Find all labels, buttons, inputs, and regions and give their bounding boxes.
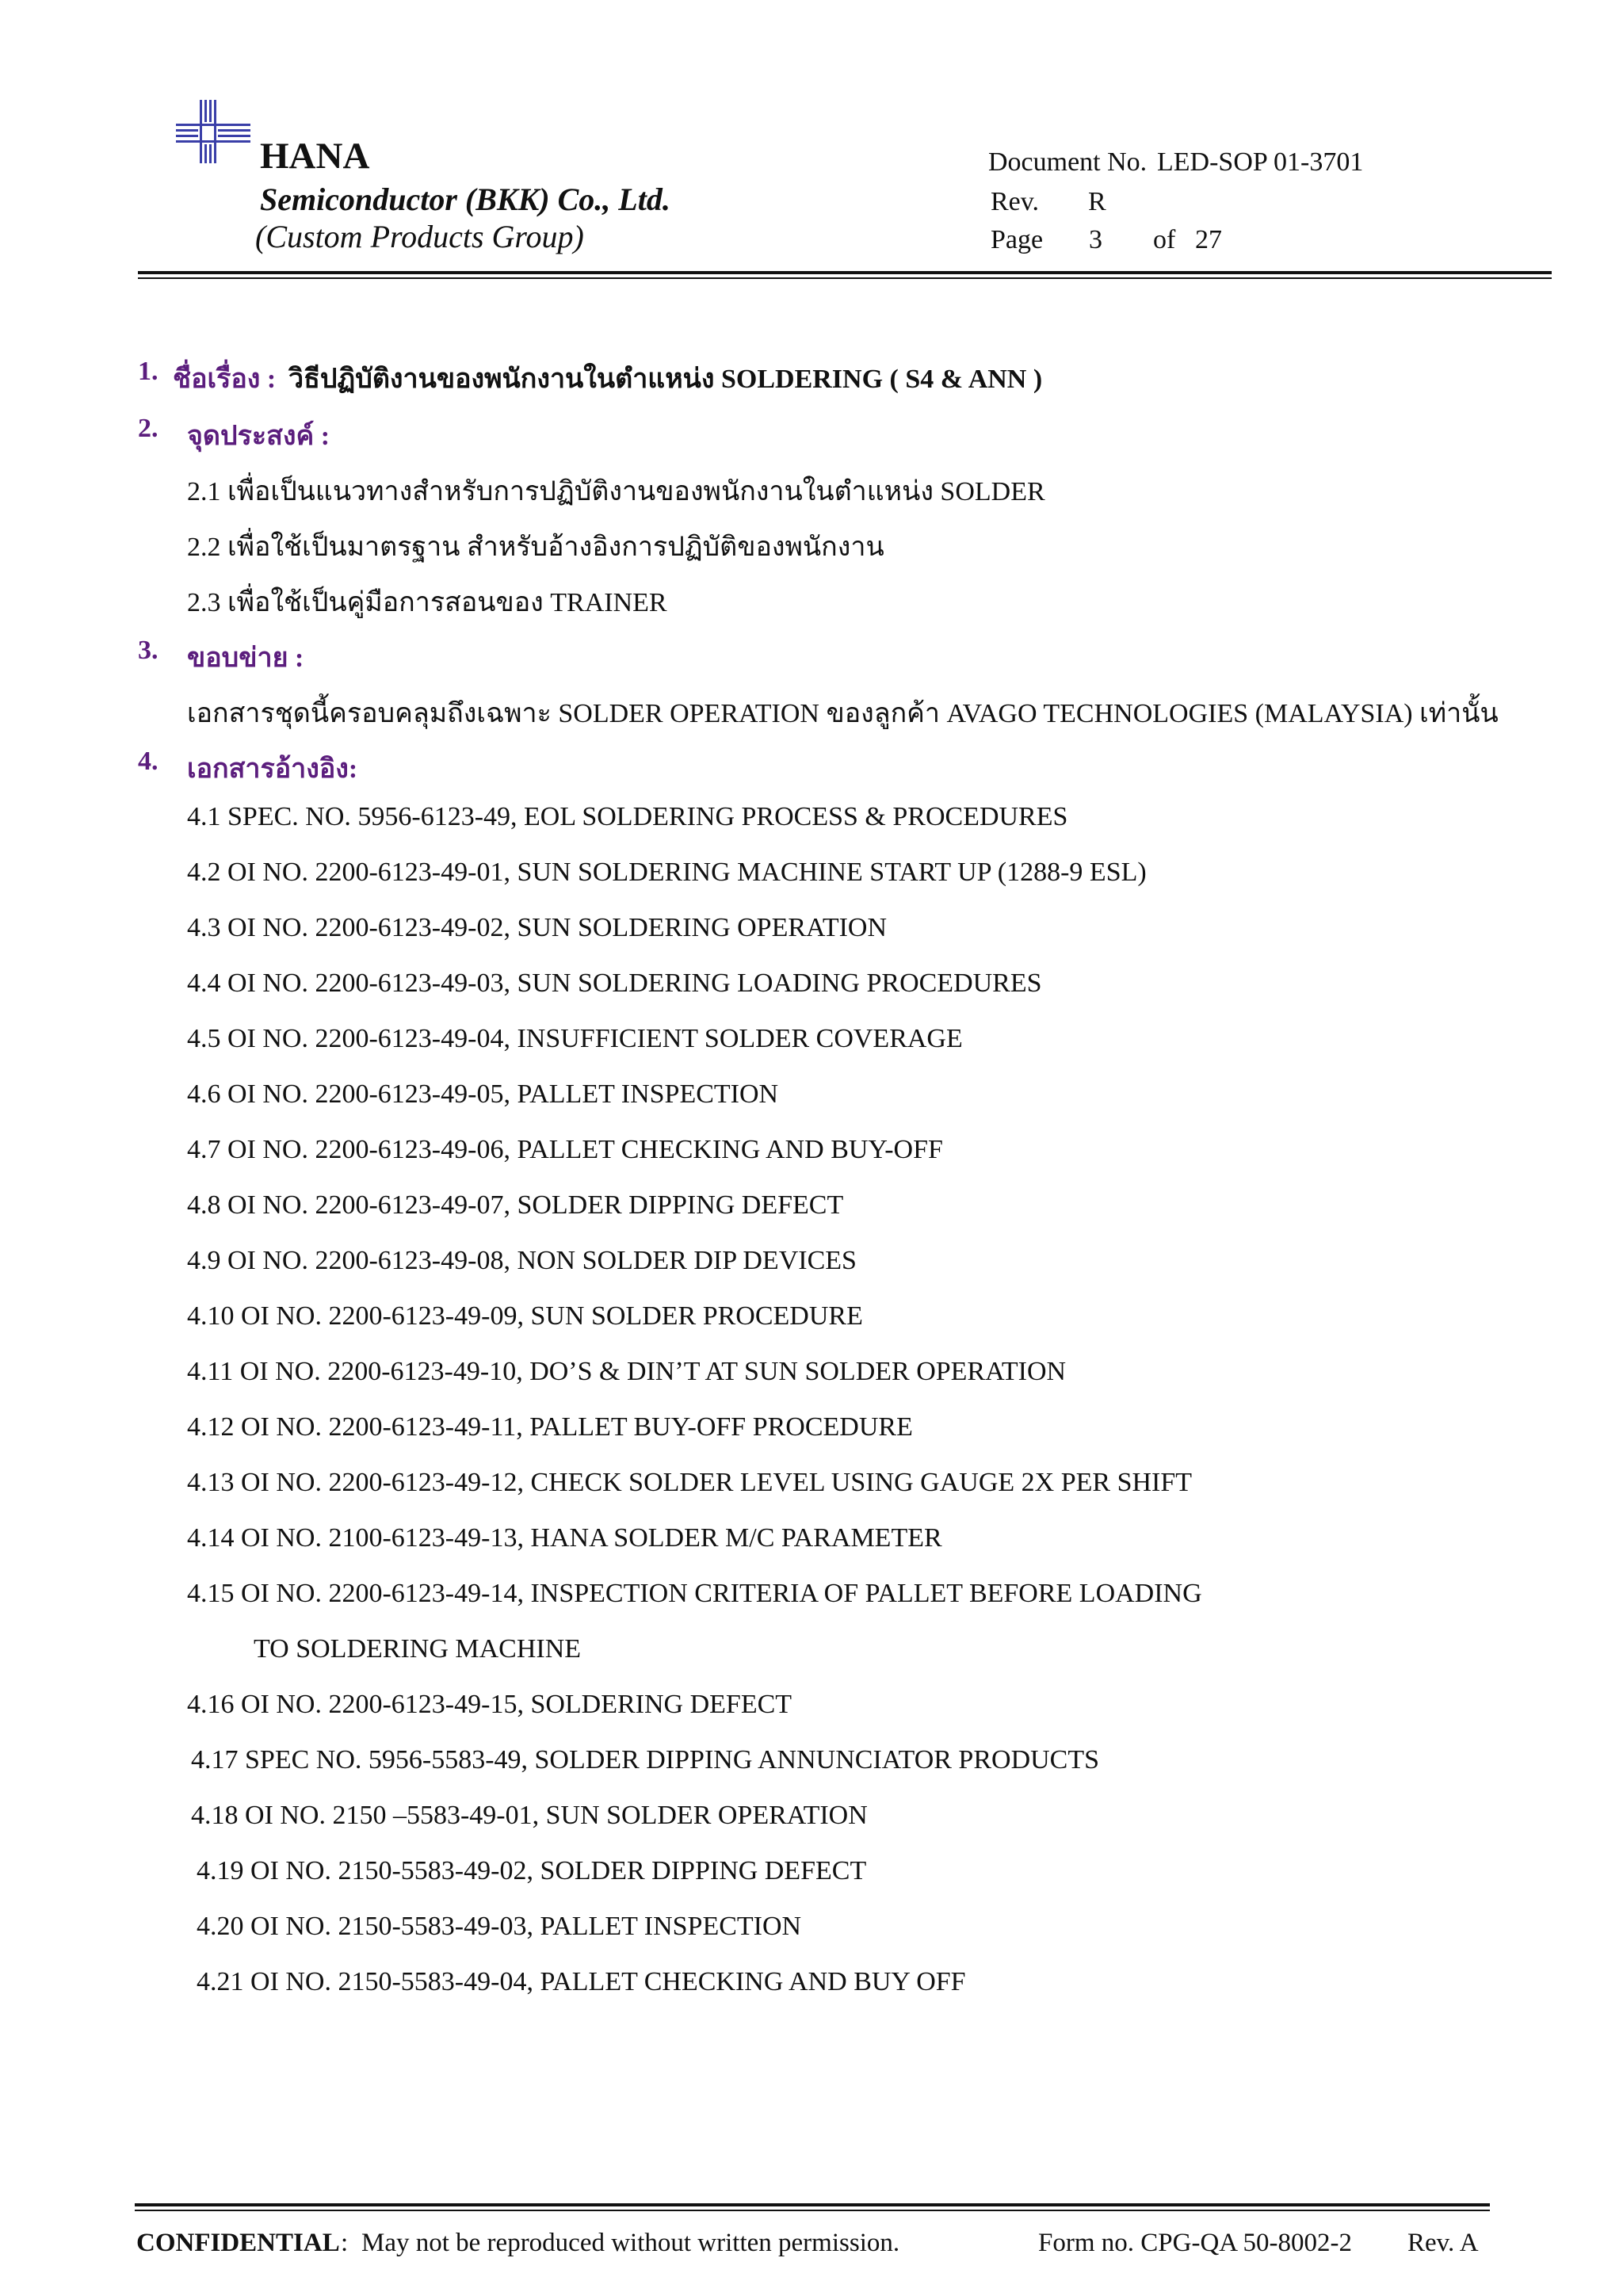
doc-no-value: LED-SOP 01-3701 xyxy=(1157,147,1364,177)
reference-item: 4.4 OI NO. 2200-6123-49-03, SUN SOLDERING LOADING PROCEDURES xyxy=(187,968,1042,998)
reference-item: 4.9 OI NO. 2200-6123-49-08, NON SOLDER DIP DEVICES xyxy=(187,1246,857,1275)
reference-item-continued: TO SOLDERING MACHINE xyxy=(254,1634,582,1664)
reference-item: 4.17 SPEC NO. 5956-5583-49, SOLDER DIPPING ANNUNCIATOR PRODUCTS xyxy=(191,1745,1100,1775)
reference-item: 4.3 OI NO. 2200-6123-49-02, SUN SOLDERING OPERATION xyxy=(187,913,888,942)
confidential-label: CONFIDENTIAL xyxy=(136,2229,340,2257)
footer-rule-bottom xyxy=(135,2210,1490,2211)
reference-item: 4.15 OI NO. 2200-6123-49-14, INSPECTION CRITERIA OF PALLET BEFORE LOADING xyxy=(187,1579,1202,1608)
page-number: 3 xyxy=(1089,225,1102,254)
company-name: HANA xyxy=(260,136,370,177)
purpose-item: 2.2 เพื่อใช้เป็นมาตรฐาน สำหรับอ้างอิงการปฏิบัติของพนักงาน xyxy=(187,533,884,562)
reference-item: 4.6 OI NO. 2200-6123-49-05, PALLET INSPECTION xyxy=(187,1079,779,1109)
hana-logo-icon xyxy=(176,100,250,163)
reference-item: 4.10 OI NO. 2200-6123-49-09, SUN SOLDER PROCEDURE xyxy=(187,1301,863,1331)
section-1-title xyxy=(288,357,1042,399)
header-rule-bottom xyxy=(138,277,1552,279)
section-3-label: ขอบข่าย : xyxy=(187,644,304,673)
form-revision: Rev. A xyxy=(1407,2229,1479,2257)
reference-item: 4.5 OI NO. 2200-6123-49-04, INSUFFICIENT SOLDER COVERAGE xyxy=(187,1024,963,1053)
section-2-number: 2. xyxy=(138,414,158,443)
confidential-notice: May not be reproduced without written permission. xyxy=(361,2229,900,2257)
reference-item: 4.19 OI NO. 2150-5583-49-02, SOLDER DIPPING DEFECT xyxy=(197,1856,867,1885)
reference-item: 4.20 OI NO. 2150-5583-49-03, PALLET INSPECTION xyxy=(197,1912,802,1941)
reference-item: 4.11 OI NO. 2200-6123-49-10, DO’S & DIN’T AT SUN SOLDER OPERATION xyxy=(187,1357,1067,1386)
reference-item: 4.18 OI NO. 2150 –5583-49-01, SUN SOLDER OPERATION xyxy=(191,1801,868,1830)
doc-no-label: Document No. xyxy=(988,147,1148,177)
page-total: 27 xyxy=(1195,225,1222,254)
rev-value: R xyxy=(1088,187,1106,216)
reference-item: 4.14 OI NO. 2100-6123-49-13, HANA SOLDER M/C PARAMETER xyxy=(187,1523,942,1553)
section-1-number: 1. xyxy=(138,357,158,386)
reference-item: 4.2 OI NO. 2200-6123-49-01, SUN SOLDERING MACHINE START UP (1288-9 ESL) xyxy=(187,858,1147,887)
reference-item: 4.13 OI NO. 2200-6123-49-12, CHECK SOLDER LEVEL USING GAUGE 2X PER SHIFT xyxy=(187,1468,1193,1497)
page-label: Page xyxy=(991,225,1044,254)
company-subtitle: Semiconductor (BKK) Co., Ltd. xyxy=(260,181,670,217)
section-2-label: จุดประสงค์ : xyxy=(187,422,330,451)
rev-label: Rev. xyxy=(991,187,1040,216)
reference-item: 4.7 OI NO. 2200-6123-49-06, PALLET CHECKING AND BUY-OFF xyxy=(187,1135,943,1164)
reference-item: 4.12 OI NO. 2200-6123-49-11, PALLET BUY-OFF PROCEDURE xyxy=(187,1412,913,1442)
header-rule-top xyxy=(138,271,1552,274)
scope-text: เอกสารชุดนี้ครอบคลุมถึงเฉพาะ SOLDER OPERATION ของลูกค้า AVAGO TECHNOLOGIES (MALAYSIA) เท่านั้น xyxy=(187,699,1499,728)
reference-item: 4.21 OI NO. 2150-5583-49-04, PALLET CHECKING AND BUY OFF xyxy=(197,1967,966,1996)
section-4-label: เอกสารอ้างอิง: xyxy=(187,755,358,784)
section-3-number: 3. xyxy=(138,636,158,665)
page-of-label: of xyxy=(1153,225,1176,254)
section-1-label: ชื่อเรื่อง : xyxy=(173,365,277,394)
reference-item: 4.1 SPEC. NO. 5956-6123-49, EOL SOLDERING PROCESS & PROCEDURES xyxy=(187,802,1068,831)
company-group: (Custom Products Group) xyxy=(255,219,584,254)
section-4-number: 4. xyxy=(138,747,158,776)
form-number: Form no. CPG-QA 50-8002-2 xyxy=(1038,2229,1353,2257)
footer-rule-top xyxy=(135,2203,1490,2206)
reference-item: 4.8 OI NO. 2200-6123-49-07, SOLDER DIPPING DEFECT xyxy=(187,1190,844,1220)
purpose-item: 2.1 เพื่อเป็นแนวทางสำหรับการปฏิบัติงานของพนักงานในตำแหน่ง SOLDER xyxy=(187,477,1045,506)
footer-separator: : xyxy=(341,2229,349,2257)
section-1-title-text: วิธีปฏิบัติงานของพนักงานในตำแหน่ง SOLDERING ( S4 & ANN ) xyxy=(288,365,1043,394)
reference-item: 4.16 OI NO. 2200-6123-49-15, SOLDERING DEFECT xyxy=(187,1690,792,1719)
purpose-item: 2.3 เพื่อใช้เป็นคู่มือการสอนของ TRAINER xyxy=(187,588,667,617)
